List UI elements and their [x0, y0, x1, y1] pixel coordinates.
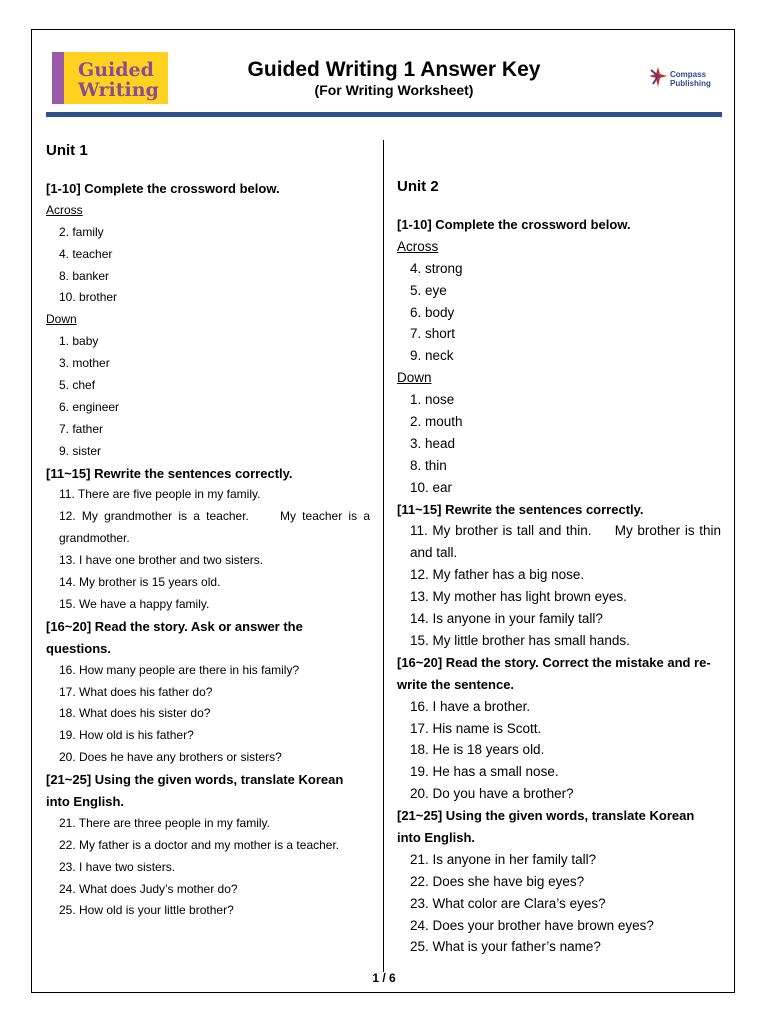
down-label: Down	[46, 312, 77, 327]
list-item: 14. My brother is 15 years old.	[59, 575, 221, 590]
across-label: Across	[46, 202, 83, 217]
list-item: 20. Do you have a brother?	[410, 786, 574, 802]
publisher-name-line1: Compass	[670, 70, 707, 79]
list-item: 1. baby	[59, 334, 99, 349]
logo-accent-bar	[52, 52, 64, 104]
list-item: 24. What does Judy’s mother do?	[59, 881, 238, 896]
list-item: 21. There are three people in my family.	[59, 815, 270, 830]
list-item: 3. head	[410, 435, 456, 451]
list-item: 17. What does his father do?	[59, 684, 213, 699]
list-item: 14. Is anyone in your family tall?	[410, 611, 603, 627]
list-item: 12. My grandmother is a teacher. My teacher is a grandmother.	[59, 509, 370, 546]
list-item: 10. ear	[410, 479, 453, 495]
list-item: 9. neck	[410, 348, 454, 364]
list-item: 19. He has a small nose.	[410, 764, 559, 780]
list-item: 15. My little brother has small hands.	[410, 632, 630, 648]
list-item: 8. thin	[410, 457, 447, 473]
list-item: 13. I have one brother and two sisters.	[59, 553, 264, 568]
section-heading: [16~20] Read the story. Ask or answer the questions.	[46, 618, 303, 656]
section-heading: [1-10] Complete the crossword below.	[397, 217, 631, 232]
across-label: Across	[397, 238, 439, 254]
list-item: 3. mother	[59, 356, 110, 371]
publisher-name-line2: Publishing	[670, 79, 711, 88]
section-heading: [16~20] Read the story. Correct the mistake and re-write the sentence.	[397, 654, 711, 692]
unit1-title: Unit 1	[46, 142, 88, 159]
list-item: 13. My mother has light brown eyes.	[410, 589, 627, 605]
list-item: 22. Does she have big eyes?	[410, 873, 585, 889]
list-item: 23. What color are Clara’s eyes?	[410, 895, 606, 911]
list-item: 18. He is 18 years old.	[410, 742, 545, 758]
unit2-title: Unit 2	[397, 178, 439, 195]
guided-writing-logo	[52, 52, 168, 104]
down-label: Down	[397, 370, 432, 386]
list-item: 7. short	[410, 326, 456, 342]
list-item: 16. I have a brother.	[410, 698, 531, 714]
list-item: 24. Does your brother have brown eyes?	[410, 917, 654, 933]
logo-text-line1: Guided	[78, 59, 154, 81]
publisher-logo	[648, 68, 728, 90]
list-item: 25. What is your father’s name?	[410, 939, 601, 955]
page-title: Guided Writing 1 Answer Key	[247, 58, 541, 81]
list-item: 15. We have a happy family.	[59, 596, 210, 611]
list-item: 5. chef	[59, 378, 96, 393]
list-item: 6. engineer	[59, 399, 120, 414]
list-item: 11. There are five people in my family.	[59, 487, 261, 502]
section-heading: [21~25] Using the given words, translate Korean into English.	[397, 808, 695, 846]
list-item: 18. What does his sister do?	[59, 706, 211, 721]
list-item: 19. How old is his father?	[59, 728, 194, 743]
list-item: 11. My brother is tall and thin. My brother is thin and tall.	[410, 523, 721, 561]
list-item: 22. My father is a doctor and my mother is a teacher.	[59, 837, 340, 852]
list-item: 7. father	[59, 421, 104, 436]
list-item: 25. How old is your little brother?	[59, 903, 234, 918]
list-item: 16. How many people are there in his family?	[59, 662, 300, 677]
list-item: 17. His name is Scott.	[410, 720, 542, 736]
list-item: 12. My father has a big nose.	[410, 567, 585, 583]
list-item: 2. mouth	[410, 414, 463, 430]
compass-star-icon	[648, 66, 668, 88]
list-item: 23. I have two sisters.	[59, 859, 176, 874]
list-item: 2. family	[59, 224, 104, 239]
logo-text-line2: Writing	[78, 79, 159, 101]
column-divider	[383, 140, 384, 972]
section-heading: [11~15] Rewrite the sentences correctly.	[46, 465, 293, 481]
list-item: 6. body	[410, 304, 455, 320]
header-rule	[46, 112, 722, 117]
list-item: 8. banker	[59, 268, 110, 283]
section-heading: [21~25] Using the given words, translate Korean into English.	[46, 772, 344, 810]
unit1-column	[46, 140, 370, 922]
section-heading: [11~15] Rewrite the sentences correctly.	[397, 501, 644, 517]
list-item: 21. Is anyone in her family tall?	[410, 851, 597, 867]
list-item: 10. brother	[59, 290, 118, 305]
list-item: 9. sister	[59, 443, 102, 458]
page-number: 1 / 6	[372, 971, 396, 985]
list-item: 4. strong	[410, 260, 463, 276]
unit2-column	[397, 176, 721, 958]
list-item: 20. Does he have any brothers or sisters?	[59, 750, 282, 765]
list-item: 4. teacher	[59, 246, 113, 261]
page-subtitle: (For Writing Worksheet)	[314, 82, 474, 98]
list-item: 5. eye	[410, 282, 447, 298]
section-heading: [1-10] Complete the crossword below.	[46, 181, 280, 196]
list-item: 1. nose	[410, 392, 455, 408]
